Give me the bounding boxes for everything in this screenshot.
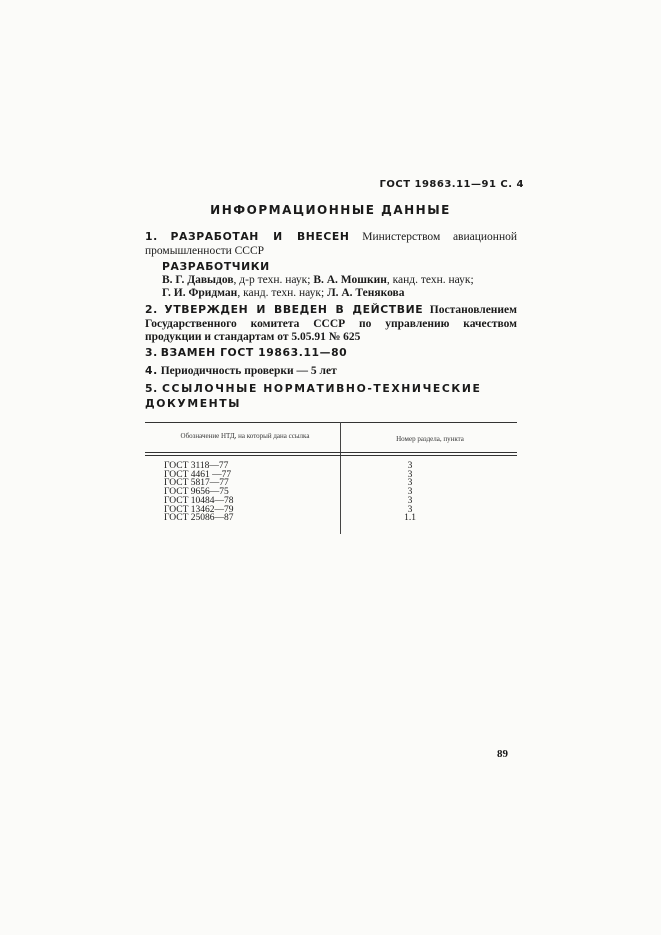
page-number: 89 xyxy=(497,748,508,760)
developer-name: В. А. Мошкин xyxy=(313,273,387,286)
item-lead: ССЫЛОЧНЫЕ НОРМАТИВНО-ТЕХНИЧЕСКИЕ ДОКУМЕНТЫ xyxy=(145,382,482,410)
developer-name: В. Г. Давыдов xyxy=(162,273,234,286)
table-cell-doc: ГОСТ 5817—77 xyxy=(164,478,229,489)
table-top-rule xyxy=(145,422,517,423)
developer-name: Л. А. Тенякова xyxy=(327,287,405,299)
table-cell-doc: ГОСТ 9656—75 xyxy=(164,487,229,498)
page-title: ИНФОРМАЦИОННЫЕ ДАННЫЕ xyxy=(210,203,451,217)
document-column xyxy=(164,462,234,523)
table-header-rule xyxy=(145,455,517,456)
table-cell-doc: ГОСТ 25086—87 xyxy=(164,513,234,524)
table-cell-doc: ГОСТ 10484—78 xyxy=(164,495,234,506)
item-2 xyxy=(145,303,517,345)
table-header-rule xyxy=(145,452,517,453)
item-text: Периодичность проверки — 5 лет xyxy=(160,365,337,377)
table-cell-doc: ГОСТ 3118—77 xyxy=(164,461,229,471)
developer-title: , канд. техн. наук; xyxy=(386,273,474,286)
table-cell-section: 3 xyxy=(407,478,413,489)
table-cell-section: 1.1 xyxy=(404,513,416,524)
item-number: 5. xyxy=(145,382,158,395)
item-text: Постановлением Государственного комитета СССР по управлению качеством продукции и стандартам от 5.05.91 № 625 xyxy=(145,304,517,343)
table-cell-section: 3 xyxy=(407,495,413,506)
item-5 xyxy=(145,382,517,411)
table-cell-section: 3 xyxy=(407,504,413,515)
item-number: 4. xyxy=(145,364,158,377)
item-1 xyxy=(145,230,517,258)
item-number: 1. xyxy=(145,230,158,243)
table-column-divider xyxy=(340,422,341,534)
item-text: Министерством авиационной промышленности СССР xyxy=(145,231,518,257)
item-number: 2. xyxy=(145,303,158,316)
references-table xyxy=(145,422,517,532)
column-header-document: Обозначение НТД, на который дана ссылка xyxy=(180,432,310,440)
item-number: 3. xyxy=(145,346,158,359)
developer-title: , канд. техн. наук; xyxy=(237,287,328,299)
developers-heading: РАЗРАБОТЧИКИ xyxy=(162,260,270,273)
table-cell-section: 3 xyxy=(407,487,413,498)
table-cell-section: 3 xyxy=(407,469,413,480)
item-lead: УТВЕРЖДЕН И ВВЕДЕН В ДЕЙСТВИЕ xyxy=(164,303,424,316)
document-header: ГОСТ 19863.11—91 С. 4 xyxy=(379,179,524,190)
table-cell-doc: ГОСТ 4461 —77 xyxy=(164,469,232,480)
table-cell-doc: ГОСТ 13462—79 xyxy=(164,504,234,515)
item-lead: ВЗАМЕН ГОСТ 19863.11—80 xyxy=(160,346,348,359)
item-3 xyxy=(145,346,517,361)
section-column xyxy=(395,462,425,523)
column-header-section: Номер раздела, пункта xyxy=(396,435,464,443)
table-cell-section: 3 xyxy=(407,461,413,471)
developers-block xyxy=(145,260,517,301)
developer-title: , д-р техн. наук; xyxy=(233,273,314,286)
item-lead: РАЗРАБОТАН И ВНЕСЕН xyxy=(170,230,350,243)
item-4 xyxy=(145,364,517,379)
developer-name: Г. И. Фридман xyxy=(162,287,238,299)
